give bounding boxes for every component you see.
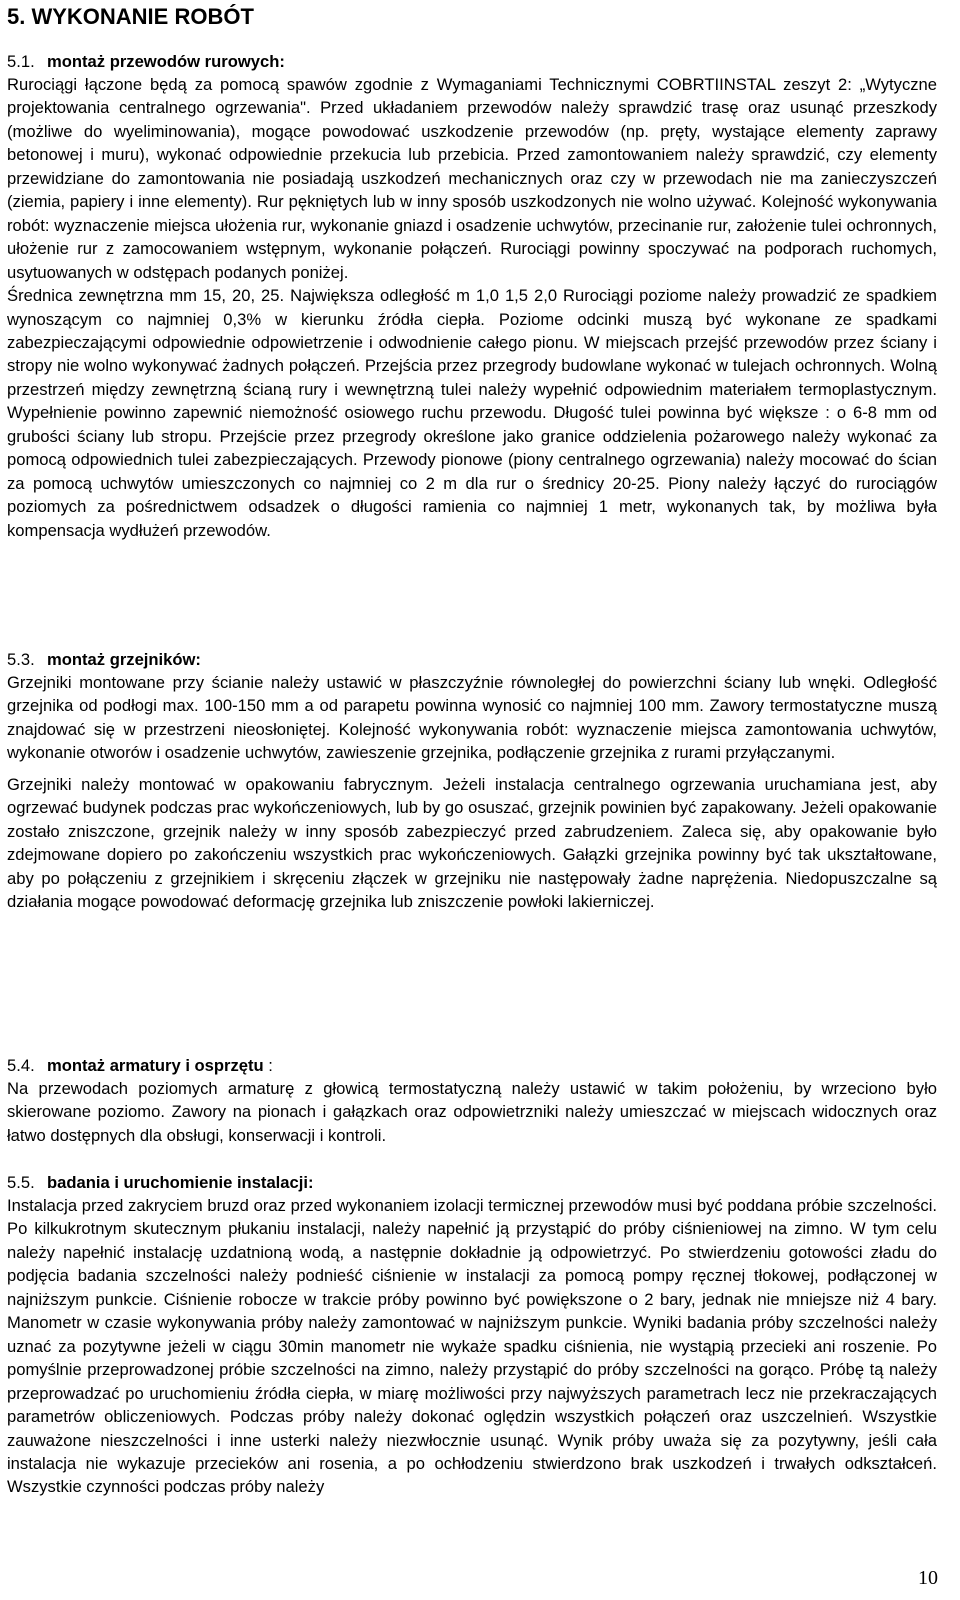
section-5-3 xyxy=(7,648,937,914)
section-5-5 xyxy=(7,1171,937,1499)
paragraph: Rurociągi łączone będą za pomocą spawów zgodnie z Wymaganiami Technicznymi COBRTIINSTAL zeszyt 2: „Wytyczne projektowania centralnego ogrzewania". Przed układaniem przewodów należy sprawdzić trasę oraz usunąć przeszkody (możliwe do wyeliminowania), mogące powodować uszkodzenie przewodów (np. pręty, wystające elementy zaprawy betonowej i muru), wykonać odpowiednie przekucia lub przebicia. Przed zamontowaniem należy sprawdzić, czy elementy przewidziane do zamontowania nie posiadają uszkodzeń mechanicznych oraz czy w przewodach nie ma zanieczyszczeń (ziemia, papiery i inne elementy). Rur pękniętych lub w inny sposób uszkodzonych nie wolno używać. Kolejność wykonywania robót: wyznaczenie miejsca ułożenia rur, wykonanie gniazd i osadzenie uchwytów, przecinanie rur, założenie tulei ochronnych, ułożenie rur z zamocowaniem wstępnym, wykonanie połączeń. Rurociągi powinny spoczywać na podporach ruchomych, usytuowanych w odstępach podanych poniżej. xyxy=(7,75,937,282)
subsection-number: 5.1. xyxy=(7,52,35,71)
subsection-heading xyxy=(7,648,937,671)
subsection-number: 5.5. xyxy=(7,1173,35,1192)
subsection-number: 5.3. xyxy=(7,650,35,669)
paragraph: Na przewodach poziomych armaturę z głowicą termostatyczną należy ustawić w takim położeniu, by wrzeciono było skierowane poziomo. Zawory na pionach i gałązkach oraz odpowietrzniki należy umieszczać w miejscach widocznych oraz łatwo dostępnych dla obsługi, konserwacji i kontroli. xyxy=(7,1079,937,1145)
subsection-title: montaż grzejników: xyxy=(47,650,201,669)
paragraph: Grzejniki montowane przy ścianie należy ustawić w płaszczyźnie równoległej do powierzchni ściany lub wnęki. Odległość grzejnika od podłogi max. 100-150 mm a od parapetu powinna wynosić co najmniej 100 mm. Zawory termostatyczne muszą znajdować się w przestrzeni nieosłoniętej. Kolejność wykonywania robót: wyznaczenie miejsca zamontowania uchwytów, wykonanie otworów i osadzenie uchwytów, zawieszenie grzejnika, podłączenie grzejnika z rurami przyłączanymi. xyxy=(7,673,937,763)
paragraph: Średnica zewnętrzna mm 15, 20, 25. Największa odległość m 1,0 1,5 2,0 Rurociągi poziome należy prowadzić ze spadkiem wynoszącym co najmniej 0,3% w kierunku źródła ciepła. Poziome odcinki muszą być wykonane ze spadkami zabezpieczającymi odpowiednie odpowietrzenie i odwodnienie całego pionu. W miejscach przejść przewodów przez ściany i stropy nie wolno wykonywać żadnych połączeń. Przejścia przez przegrody budowlane wykonać w tulejach ochronnych. Wolną przestrzeń między zewnętrzną ścianą rury i wewnętrzną tulei należy wypełnić odpowiednim materiałem termoplastycznym. Wypełnienie powinno zapewnić niemożność osiowego ruchu przewodu. Długość tulei powinna być większe : o 6-8 mm od grubości ściany lub stropu. Przejście przez przegrody określone jako granice oddzielenia pożarowego należy wykonać za pomocą odpowiednich tulei zabezpieczających. Przewody pionowe (piony centralnego ogrzewania) należy mocować do ścian za pomocą uchwytów umieszczonych co najmniej co 2 m dla rur o średnicy 20-25. Piony należy łączyć do rurociągów poziomych za pośrednictwem odsadzek o długości ramienia co najmniej 1 metr, wykonanych tak, by możliwa była kompensacja wydłużeń przewodów. xyxy=(7,286,937,540)
paragraph: Instalacja przed zakryciem bruzd oraz przed wykonaniem izolacji termicznej przewodów musi być poddana próbie szczelności. Po kilkukrotnym skutecznym płukaniu instalacji, należy napełnić ją przystąpić do próby ciśnieniowej na zimno. W tym celu należy napełnić instalację uzdatnioną wodą, a następnie dokładnie ją odpowietrzyć. Po stwierdzeniu gotowości zładu do podjęcia badania szczelności należy podnieść ciśnienie w instalacji za pomocą pompy ręcznej tłokowej, podłączonej w najniższym punkcie. Ciśnienie robocze w trakcie próby powinno być powiększone o 2 bary, jednak nie mniejsze niż 4 bary. Manometr w czasie wykonywania próby należy zamontować w najniższym punkcie. Wyniki badania próby szczelności należy uznać za pozytywne jeżeli w ciągu 30min manometr nie wykaże spadku ciśnienia, nie wystąpią przecieki ani roszenie. Po pomyślnie przeprowadzonej próbie szczelności na zimno, należy przystąpić do próby szczelności na gorąco. Próbę tą należy przeprowadzać po uruchomieniu źródła ciepła, w miarę możliwości przy najwyższych parametrach lecz nie przekraczających parametrów obliczeniowych. Podczas próby należy dokonać oględzin wszystkich połączeń oraz uszczelnień. Wszystkie zauważone nieszczelności i inne usterki należy niezwłocznie usunąć. Wynik próby uważa się za pozytywny, jeśli cała instalacja nie wykazuje przecieków ani rosenia, a po ochłodzeniu stwierdzono brak uszkodzeń i trwałych odkształceń. Wszystkie czynności podczas próby należy xyxy=(7,1196,937,1497)
section-5-1 xyxy=(7,50,937,542)
subsection-title-suffix: : xyxy=(263,1056,273,1075)
page-number: 10 xyxy=(918,1567,938,1589)
subsection-heading xyxy=(7,1054,937,1077)
paragraph: Grzejniki należy montować w opakowaniu fabrycznym. Jeżeli instalacja centralnego ogrzewania uruchamiana jest, aby ogrzewać budynek podczas prac wykończeniowych, lub by go osuszać, grzejnik powinien być zapakowany. Jeżeli opakowanie zostało zniszczone, grzejnik należy w inny sposób zabezpieczyć przed zabrudzeniem. Zaleca się, aby opakowanie było zdejmowane dopiero po zakończeniu wszystkich prac wykończeniowych. Gałązki grzejnika powinny być tak ukształtowane, aby po połączeniu z grzejnikiem i skręceniu złączek w grzejniku nie następowały żadne naprężenia. Niedopuszczalne są działania mogące powodować deformację grzejnika lub zniszczenie powłoki lakierniczej. xyxy=(7,774,937,912)
subsection-number: 5.4. xyxy=(7,1056,35,1075)
subsection-title: badania i uruchomienie instalacji: xyxy=(47,1173,314,1192)
subsection-title: montaż armatury i osprzętu xyxy=(47,1056,264,1075)
section-title: 5. WYKONANIE ROBÓT xyxy=(7,4,254,29)
subsection-title: montaż przewodów rurowych: xyxy=(47,52,285,71)
subsection-heading xyxy=(7,1171,937,1194)
section-5-4 xyxy=(7,1054,937,1147)
subsection-heading xyxy=(7,50,937,73)
